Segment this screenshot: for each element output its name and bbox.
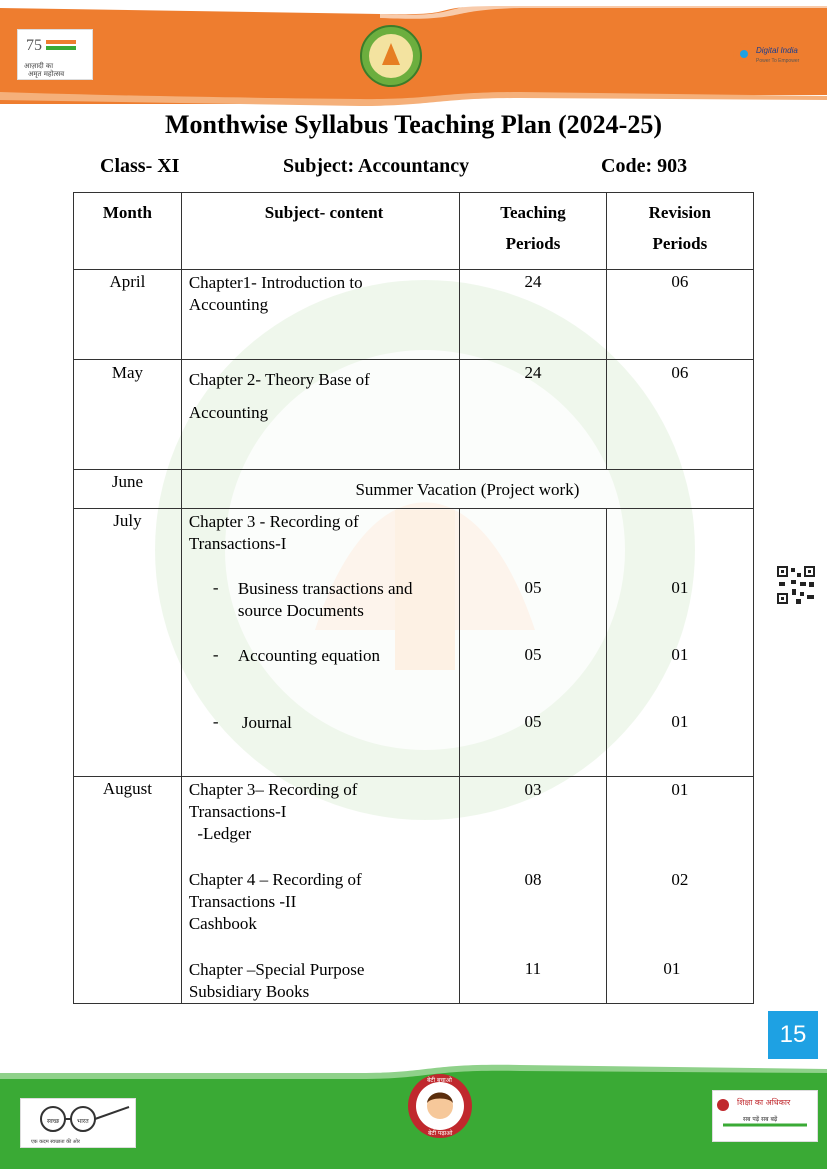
teaching-periods-cell: 03 08 11 xyxy=(460,777,606,1004)
header-banner xyxy=(0,0,827,110)
content-cell: Chapter 3 - Recording of Transactions-I - Business transactions and source Documents - Accounting equation - Journal xyxy=(181,509,459,777)
table-row xyxy=(74,509,754,777)
header-subject-content: Subject- content xyxy=(181,193,459,270)
class-label: Class- XI xyxy=(100,155,180,177)
revision-periods-cell: 01 02 01 xyxy=(606,777,753,1004)
content-cell: Chapter 3– Recording of Transactions-I -Ledger Chapter 4 – Recording of Transactions -II Cashbook Chapter –Special Purpose Subsidiary Books xyxy=(181,777,459,1004)
teaching-periods-cell: 24 xyxy=(460,360,606,470)
revision-periods-cell: 06 xyxy=(606,360,753,470)
month-cell: August xyxy=(74,777,182,1004)
svg-text:स्वच्छ: स्वच्छ xyxy=(47,1118,60,1125)
header-teaching-periods: Teaching Periods xyxy=(460,193,606,270)
summer-vacation-cell: Summer Vacation (Project work) xyxy=(181,470,753,509)
syllabus-table xyxy=(73,192,754,1004)
month-cell: July xyxy=(74,509,182,777)
svg-text:Digital India: Digital India xyxy=(756,46,798,55)
content-cell: Chapter 2- Theory Base of Accounting xyxy=(181,360,459,470)
table-row xyxy=(74,470,754,509)
svg-text:शिक्षा का अधिकार: शिक्षा का अधिकार xyxy=(737,1098,791,1107)
table-header-row xyxy=(74,193,754,270)
page-number: 15 xyxy=(768,1011,818,1059)
list-item: - Journal xyxy=(212,712,292,732)
svg-text:आज़ादी का: आज़ादी का xyxy=(24,62,54,70)
month-cell: June xyxy=(74,470,182,509)
svg-text:Power To Empower: Power To Empower xyxy=(756,58,800,64)
beti-bachao-beti-padhao-logo xyxy=(407,1073,473,1139)
revision-periods-cell: 06 xyxy=(606,270,753,360)
azadi-ka-amrit-mahotsav-logo xyxy=(17,29,93,80)
month-cell: April xyxy=(74,270,182,360)
digital-india-logo xyxy=(732,38,804,70)
svg-text:एक कदम स्वच्छता की ओर: एक कदम स्वच्छता की ओर xyxy=(31,1139,80,1145)
qr-code-icon[interactable] xyxy=(776,565,816,605)
month-cell: May xyxy=(74,360,182,470)
list-item: - Business transactions and source Documents xyxy=(212,578,413,620)
table-row xyxy=(74,777,754,1004)
table-row xyxy=(74,270,754,360)
revision-periods-cell: 01 01 01 xyxy=(606,509,753,777)
teaching-periods-cell: 24 xyxy=(460,270,606,360)
page-title: Monthwise Syllabus Teaching Plan (2024-25) xyxy=(165,110,662,139)
table-row xyxy=(74,360,754,470)
swachh-bharat-logo xyxy=(20,1098,136,1148)
shiksha-ka-adhikar-logo xyxy=(712,1090,818,1142)
svg-text:बेटी बचाओ: बेटी बचाओ xyxy=(427,1077,452,1084)
svg-text:बेटी पढ़ाओ: बेटी पढ़ाओ xyxy=(428,1130,453,1137)
subject-label: Subject: Accountancy xyxy=(283,155,470,177)
content-cell: Chapter1- Introduction to Accounting xyxy=(181,270,459,360)
svg-text:भारत: भारत xyxy=(77,1118,89,1125)
board-emblem xyxy=(360,25,422,87)
header-revision-periods: Revision Periods xyxy=(606,193,753,270)
header-month: Month xyxy=(74,193,182,270)
azadi-number: 75 xyxy=(26,37,42,54)
svg-text:सब पढ़ें सब बढ़ें: सब पढ़ें सब बढ़ें xyxy=(743,1116,778,1123)
teaching-periods-cell: 05 05 05 xyxy=(460,509,606,777)
list-item: - Accounting equation xyxy=(212,645,380,665)
svg-text:अमृत महोत्सव: अमृत महोत्सव xyxy=(28,70,65,78)
code-label: Code: 903 xyxy=(601,155,688,177)
